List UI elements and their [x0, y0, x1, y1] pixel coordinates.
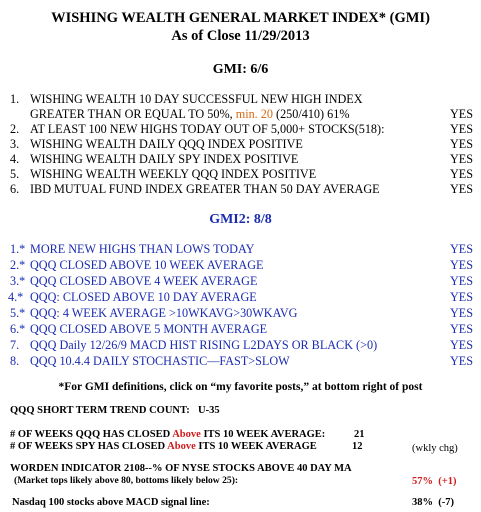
page-subtitle: As of Close 11/29/2013 [171, 28, 310, 44]
gmi2-item-8-num: 8. [10, 354, 20, 368]
gmi2-item-6-value: YES [449, 322, 473, 336]
gmi2-item-6-num: 6.* [10, 322, 26, 336]
worden-indicator-value [412, 476, 456, 487]
qqq-weeks-above-value: 21 [354, 429, 365, 440]
qqq-weeks-above-word: Above [172, 429, 201, 440]
gmi-item-1-value: YES [449, 107, 473, 121]
trend-count-label: QQQ SHORT TERM TREND COUNT: [10, 405, 190, 416]
gmi2-item-8-text: QQQ 10.4.4 DAILY STOCHASTIC—FAST>SLOW [30, 354, 290, 368]
gmi2-item-1-value: YES [449, 242, 473, 256]
nasdaq-macd-value [412, 497, 454, 508]
gmi2-item-4-num: 4.* [8, 290, 24, 304]
gmi-item-2-text: AT LEAST 100 NEW HIGHS TODAY OUT OF 5,000+ STOCKS(518): [30, 122, 385, 136]
gmi-item-6-text: IBD MUTUAL FUND INDEX GREATER THAN 50 DAY AVERAGE [30, 182, 380, 196]
gmi-item-3-value: YES [449, 137, 473, 151]
spy-weeks-pre: # OF WEEKS SPY HAS CLOSED [10, 441, 168, 452]
qqq-weeks-pre: # OF WEEKS QQQ HAS CLOSED [10, 429, 173, 440]
gmi2-item-2-num: 2.* [10, 258, 26, 272]
gmi2-item-2-value: YES [449, 258, 473, 272]
spy-weeks-above-word: Above [167, 441, 196, 452]
weekly-change-label: (wkly chg) [412, 443, 458, 454]
qqq-weeks-above-label [10, 429, 325, 440]
gmi-item-1-text2-post: (250/410) 61% [272, 107, 350, 121]
gmi-item-3-text: WISHING WEALTH DAILY QQQ INDEX POSITIVE [30, 137, 303, 151]
gmi2-item-5-text: QQQ: 4 WEEK AVERAGE >10WKAVG>30WKAVG [30, 306, 298, 320]
gmi2-item-5-num: 5.* [10, 306, 26, 320]
gmi2-item-1-text: MORE NEW HIGHS THAN LOWS TODAY [30, 242, 255, 256]
spy-weeks-above-label [10, 441, 317, 452]
gmi2-item-2-text: QQQ CLOSED ABOVE 10 WEEK AVERAGE [30, 258, 264, 272]
gmi-item-6-value: YES [449, 182, 473, 196]
nasdaq-change: (-7) [438, 497, 454, 508]
gmi-item-4-num: 4. [10, 152, 20, 166]
page-title: WISHING WEALTH GENERAL MARKET INDEX* (GMI) [51, 10, 430, 26]
nasdaq-macd-label: Nasdaq 100 stocks above MACD signal line: [12, 497, 210, 508]
gmi-definitions-note: *For GMI definitions, click on “my favorite posts,” at bottom right of post [58, 381, 423, 393]
gmi-item-1-text: WISHING WEALTH 10 DAY SUCCESSFUL NEW HIGH INDEX [30, 92, 363, 106]
spy-weeks-above-value: 12 [352, 441, 363, 452]
worden-value: 57% [412, 476, 433, 487]
worden-change: (+1) [438, 476, 457, 487]
gmi-item-5-value: YES [449, 167, 473, 181]
gmi2-item-3-text: QQQ CLOSED ABOVE 4 WEEK AVERAGE [30, 274, 258, 288]
gmi2-heading: GMI2: 8/8 [209, 212, 272, 227]
gmi-item-1-num: 1. [10, 92, 20, 106]
worden-indicator-note: (Market tops likely above 80, bottoms likely below 25): [14, 475, 239, 486]
gmi2-item-6-text: QQQ CLOSED ABOVE 5 MONTH AVERAGE [30, 322, 268, 336]
gmi-item-1-text2 [30, 107, 349, 122]
gmi2-item-4-value: YES [449, 290, 473, 304]
gmi-item-1-text2-pre: GREATER THAN OR EQUAL TO 50%, [30, 107, 233, 121]
gmi-item-2-num: 2. [10, 122, 20, 136]
qqq-weeks-post: ITS 10 WEEK AVERAGE: [200, 429, 326, 440]
gmi-item-5-num: 5. [10, 167, 20, 181]
gmi-item-2-value: YES [449, 122, 473, 136]
gmi2-item-5-value: YES [449, 306, 473, 320]
gmi2-item-1-num: 1.* [10, 242, 26, 256]
worden-indicator-title: WORDEN INDICATOR 2108--% OF NYSE STOCKS ABOVE 40 DAY MA [10, 463, 352, 474]
gmi-item-4-value: YES [449, 152, 473, 166]
gmi2-item-3-value: YES [449, 274, 473, 288]
gmi2-item-7-value: YES [449, 338, 473, 352]
gmi-item-6-num: 6. [10, 182, 20, 196]
gmi-heading: GMI: 6/6 [212, 62, 269, 77]
gmi-item-5-text: WISHING WEALTH WEEKLY QQQ INDEX POSITIVE [30, 167, 317, 181]
gmi2-item-3-num: 3.* [10, 274, 26, 288]
gmi2-item-4-text: QQQ: CLOSED ABOVE 10 DAY AVERAGE [30, 290, 257, 304]
gmi2-item-7-text: QQQ Daily 12/26/9 MACD HIST RISING L2DAYS OR BLACK (>0) [30, 338, 378, 352]
gmi2-item-7-num: 7. [10, 338, 20, 352]
nasdaq-value: 38% [412, 497, 433, 508]
gmi-item-1-min: min. 20 [232, 107, 273, 121]
gmi2-item-8-value: YES [449, 354, 473, 368]
trend-count-value: U-35 [198, 405, 220, 416]
gmi-item-4-text: WISHING WEALTH DAILY SPY INDEX POSITIVE [30, 152, 299, 166]
gmi-item-3-num: 3. [10, 137, 20, 151]
spy-weeks-post: ITS 10 WEEK AVERAGE [195, 441, 317, 452]
